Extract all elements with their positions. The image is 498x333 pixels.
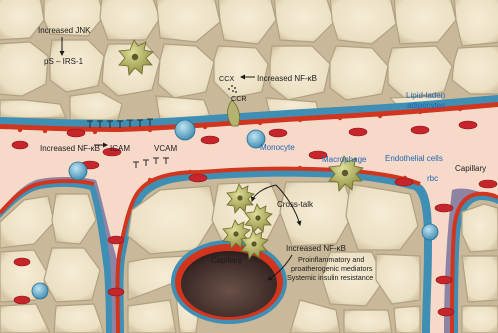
label-increased-nfkb-top: Increased NF-κB [257, 74, 318, 83]
label-capillary-bottom: Capillary [211, 256, 243, 265]
label-increased-nfkb-bottom: Increased NF-κB [286, 244, 347, 253]
bottom-capillary [171, 240, 287, 324]
label-ps-irs1: pS – IRS-1 [44, 57, 84, 66]
label-rbc: rbc [427, 174, 439, 183]
label-ccx: CCX [219, 74, 235, 83]
label-cross-talk: Cross-talk [277, 200, 314, 209]
label-icam: ICAM [110, 144, 130, 153]
lower-left-adipocyte-island [0, 181, 112, 333]
lower-middle-adipocyte-region [118, 169, 433, 333]
lower-right-adipocyte-island [452, 194, 498, 333]
label-proinflammatory-1: Proinflammatory and [298, 255, 365, 264]
label-capillary-right: Capillary [455, 164, 487, 173]
label-lipid-laden-1: Lipid-laden [406, 91, 446, 100]
label-endothelial-cells: Endothelial cells [385, 154, 443, 163]
label-monocyte: Monocyte [260, 143, 295, 152]
label-proinflammatory-2: proatherogenic mediators [291, 264, 373, 273]
label-vcam: VCAM [154, 144, 178, 153]
label-lipid-laden-2: adipocytes [407, 101, 446, 110]
label-increased-jnk: Increased JNK [38, 26, 91, 35]
label-macrophage: Macrophage [322, 155, 367, 164]
label-ccr: CCR [231, 94, 247, 103]
label-increased-nfkb-left: Increased NF-κB [40, 144, 101, 153]
label-systemic-insulin: Systemic insulin resistance [287, 273, 374, 282]
